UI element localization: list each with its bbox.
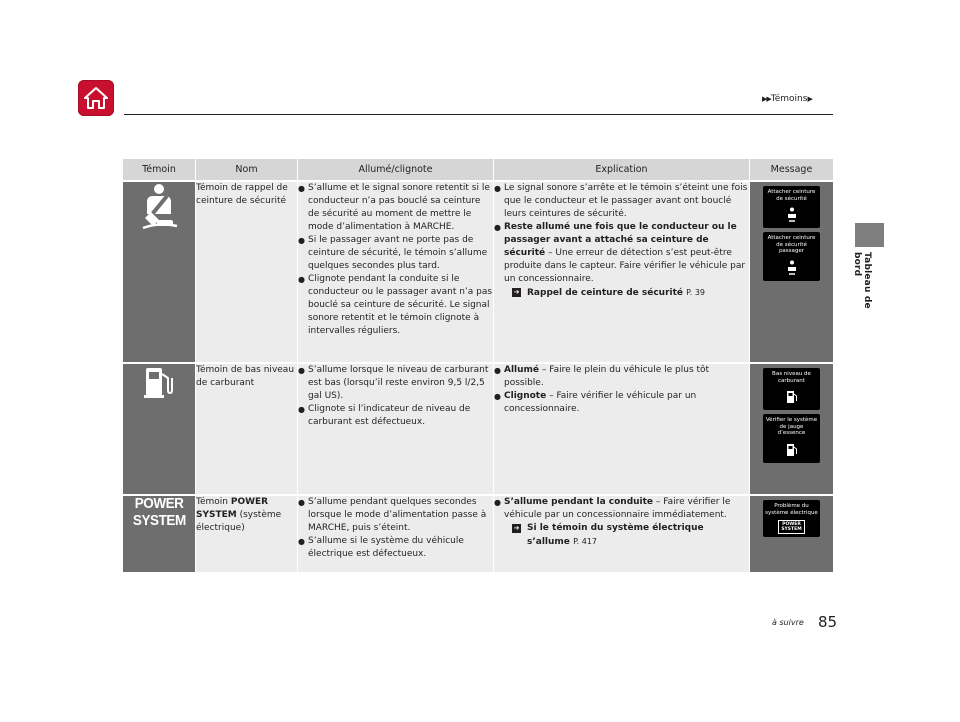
list-item: ● Le signal sonore s’arrête et le témoin s’éteint une fois que le conducteur et le passager avant ont bouclé leurs ceintures de sécurité. [494,183,748,219]
bullet-icon: ● [494,498,501,507]
display-message: Vérifier le système de jauge d’essence [763,414,820,463]
fuel-small-icon [786,443,798,457]
explanation-cell [493,182,749,362]
breadcrumb-arrow-icon: ▶▶ [762,95,771,103]
table-row [123,182,833,362]
message-cell [749,496,833,572]
table-row [123,496,833,572]
list-item: ● Clignote – Faire vérifier le véhicule par un concessionnaire. [494,391,697,414]
indicator-icon-cell [123,182,195,362]
indicator-icon-cell [123,364,195,494]
bullet-icon: ● [298,366,305,375]
bullet-icon: ● [298,184,305,193]
list-item: ● S’allume pendant quelques secondes lorsque le mode d’alimentation passe à MARCHE, puis s’éteint. [298,497,487,533]
reference-arrow-icon: ➔ [513,288,520,296]
indicator-icon-cell [123,496,195,572]
message-cell [749,182,833,362]
list-item: ● S’allume si le système du véhicule électrique est défectueux. [298,536,464,559]
bullet-icon: ● [298,405,305,414]
bullet-icon: ● [494,392,501,401]
explanation-cell [493,364,749,494]
page-number: 85 [818,613,838,631]
on-blink-cell [297,182,493,362]
seatbelt-icon [137,182,181,232]
bullet-icon: ● [494,184,501,193]
breadcrumb-label: Témoins [770,94,808,104]
indicator-name: Témoin de rappel de ceinture de sécurité [195,182,297,362]
cross-reference-link[interactable]: ➔ Si le témoin du système électrique s’allume P. 417 [513,523,704,547]
on-blink-cell [297,496,493,572]
indicator-name: Témoin de bas niveau de carburant [195,364,297,494]
list-item: ● Si le passager avant ne porte pas de ceinture de sécurité, le témoin s’allume quelques secondes plus tard. [298,235,488,271]
fuel-pump-icon [142,364,176,400]
display-message: Attacher ceinture de sécurité [763,186,820,228]
list-item: ● Clignote si l’indicateur de niveau de carburant est défectueux. [298,404,471,427]
col-header-explanation: Explication [493,159,749,180]
breadcrumb[interactable] [762,94,812,104]
bullet-icon: ● [494,366,501,375]
breadcrumb-arrow-icon: ▶ [807,95,812,103]
reference-arrow-icon: ➔ [513,524,520,532]
home-icon [83,86,109,110]
list-item: ● S’allume et le signal sonore retentit si le conducteur n’a pas bouclé sa ceinture de sécurité au moment de mettre le mode d’alimentation à MARCHE. [298,183,490,232]
cross-reference-link[interactable]: ➔ Rappel de ceinture de sécurité P. 39 [513,288,706,298]
bullet-icon: ● [298,537,305,546]
list-item: ● S’allume pendant la conduite – Faire vérifier le véhicule par un concessionnaire immédiatement. [494,497,731,520]
display-message: Attacher ceinture de sécurité passager [763,232,820,281]
col-header-on-blink: Allumé/clignote [297,159,493,180]
seatbelt-small-icon [786,207,798,223]
list-item: ● Clignote pendant la conduite si le conducteur ou le passager avant n’a pas bouclé sa ceinture de sécurité. Le signal sonore retentit et le témoin clignote à intervalles réguliers. [298,274,493,336]
col-header-indicator: Témoin [123,159,195,180]
section-label: Tableau de bord [852,252,872,309]
header-rule [124,114,833,115]
power-system-badge: POWER SYSTEM [778,520,804,534]
bullet-icon: ● [298,498,305,507]
power-system-icon: POWER SYSTEM [132,495,186,529]
col-header-name: Nom [195,159,297,180]
display-message: Bas niveau de carburant [763,368,820,410]
bullet-icon: ● [298,236,305,245]
fuel-small-icon [786,390,798,404]
display-message: Problème du système électrique POWER SYSTEM [763,500,820,537]
table-header-row [123,159,833,180]
col-header-message: Message [749,159,833,180]
continued-label: à suivre [772,618,804,627]
indicator-table [123,157,833,574]
explanation-cell [493,496,749,572]
bullet-icon: ● [298,275,305,284]
list-item: ● S’allume lorsque le niveau de carburant est bas (lorsqu’il reste environ 9,5 l/2,5 gal US). [298,365,489,401]
home-button[interactable] [78,80,114,116]
section-tab[interactable] [855,223,884,247]
message-cell [749,364,833,494]
list-item: ● Allumé – Faire le plein du véhicule le plus tôt possible. [494,365,710,388]
table-row [123,364,833,494]
bullet-icon: ● [494,223,501,232]
list-item: ● Reste allumé une fois que le conducteur ou le passager avant a attaché sa ceinture de sécurité – Une erreur de détection s’est peut-être produite dans le capteur. Faire vérifier le véhicule par un concessionnaire. [494,222,746,284]
seatbelt-small-icon [786,260,798,276]
indicator-name: Témoin POWER SYSTEM (système électrique) [195,496,297,572]
on-blink-cell [297,364,493,494]
